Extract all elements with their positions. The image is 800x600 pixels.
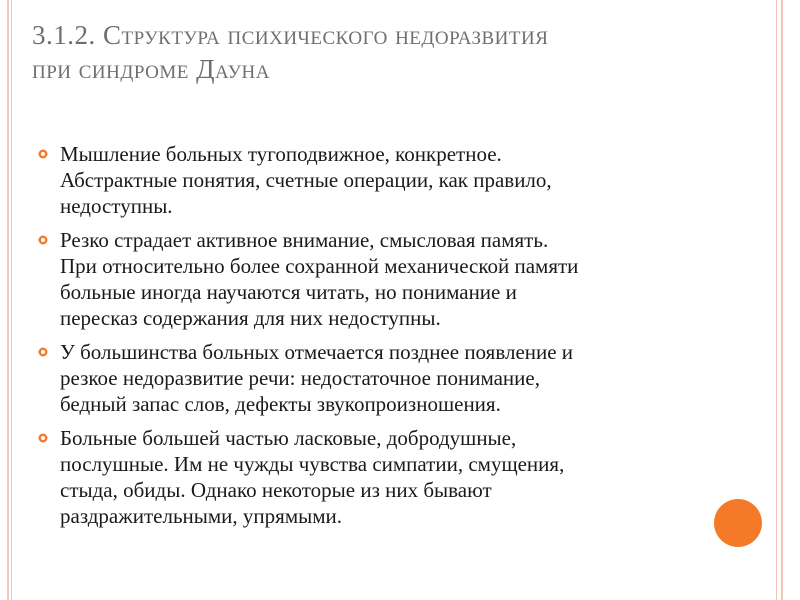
slide-title-line-1: 3.1.2. Структура психического недоразвития — [32, 20, 549, 50]
slide-title-line-2: при синдроме Дауна — [32, 54, 270, 84]
bullet-text-line: послушные. Им не чужды чувства симпатии, смущения, — [60, 452, 565, 476]
bullet-text-line: недоступны. — [60, 194, 173, 218]
bullet-text-line: раздражительными, упрямыми. — [60, 504, 342, 528]
bullet-text-line: Резко страдает активное внимание, смысловая память. — [60, 228, 549, 252]
right-border-line-inner — [776, 0, 777, 600]
bullet-text-line: резкое недоразвитие речи: недостаточное понимание, — [60, 366, 540, 390]
bullet-text-line: Мышление больных тугоподвижное, конкретное. — [60, 142, 502, 166]
bullet-text-line: пересказ содержания для них недоступны. — [60, 306, 441, 330]
orange-ring-bullet-icon — [38, 433, 48, 443]
bullet-item-thinking — [36, 141, 736, 219]
slide-title — [32, 18, 752, 86]
bullet-text-line: У большинства больных отмечается позднее появление и — [60, 340, 574, 364]
orange-ring-bullet-icon — [38, 347, 48, 357]
decorative-orange-circle — [714, 499, 762, 547]
bullet-item-attention — [36, 227, 736, 331]
bullet-text-line: Больные большей частью ласковые, добродушные, — [60, 426, 517, 450]
orange-ring-bullet-icon — [38, 149, 48, 159]
bullet-item-speech — [36, 339, 736, 417]
bullet-text-line: больные иногда научаются читать, но понимание и — [60, 280, 517, 304]
left-border-line — [7, 0, 9, 600]
bullet-text-line: При относительно более сохранной механической памяти — [60, 254, 579, 278]
bullet-item-emotions — [36, 425, 736, 529]
bullet-text-line: Абстрактные понятия, счетные операции, как правило, — [60, 168, 552, 192]
left-border-line-inner — [11, 0, 12, 600]
bullet-list — [36, 141, 736, 537]
right-border-line — [781, 0, 783, 600]
bullet-text-line: стыда, обиды. Однако некоторые из них бывают — [60, 478, 492, 502]
bullet-text-line: бедный запас слов, дефекты звукопроизношения. — [60, 392, 501, 416]
orange-ring-bullet-icon — [38, 235, 48, 245]
